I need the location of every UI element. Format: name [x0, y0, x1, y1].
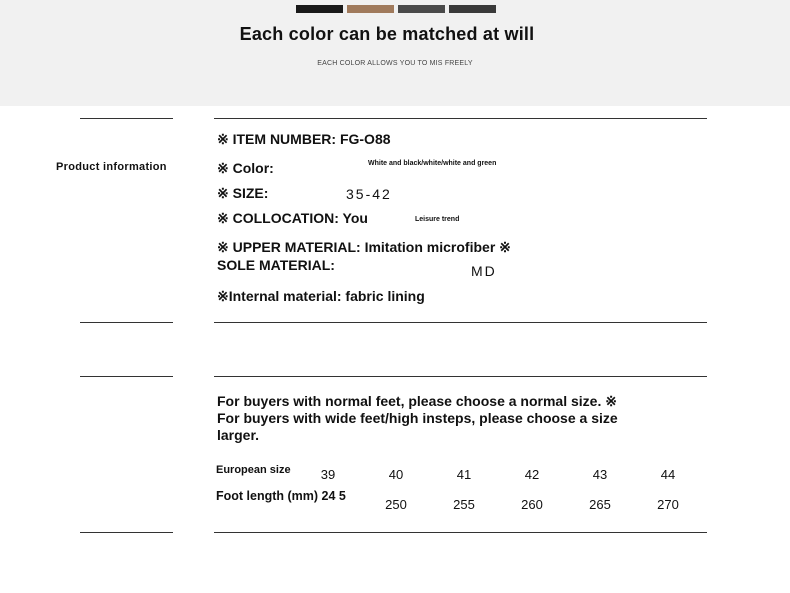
divider [214, 322, 707, 323]
banner [0, 0, 790, 106]
color-label: ※ Color: [217, 160, 274, 176]
banner-subtitle: EACH COLOR ALLOWS YOU TO MIS FREELY [317, 60, 473, 67]
color-value: White and black/white/white and green [368, 160, 497, 167]
foot-length-cell: 255 [453, 497, 475, 512]
divider [80, 376, 173, 377]
divider [80, 532, 173, 533]
upper-material: ※ UPPER MATERIAL: Imitation microfiber ※ [217, 239, 511, 255]
sole-material-value: MD [471, 263, 497, 279]
internal-material: ※Internal material: fabric lining [217, 288, 425, 304]
size-value: 35-42 [346, 186, 392, 202]
collocation-label: ※ COLLOCATION: You [217, 210, 368, 226]
divider [214, 118, 707, 119]
swatch-black [296, 5, 343, 13]
european-size-cell: 40 [388, 467, 404, 482]
item-number: ※ ITEM NUMBER: FG-O88 [217, 131, 391, 147]
divider [214, 532, 707, 533]
divider [80, 118, 173, 119]
european-size-cell: 42 [524, 467, 540, 482]
european-size-cell: 44 [660, 467, 676, 482]
collocation-value: Leisure trend [415, 216, 460, 223]
banner-title: Each color can be matched at will [239, 24, 535, 44]
swatch-dark-gray [398, 5, 445, 13]
color-swatches [296, 5, 496, 13]
divider [80, 322, 173, 323]
sole-material-label: SOLE MATERIAL: [217, 257, 335, 273]
divider [214, 376, 707, 377]
european-size-cell: 39 [320, 467, 336, 482]
european-size-label: European size [216, 464, 291, 476]
size-note: For buyers with normal feet, please choose a normal size. ※ For buyers with wide feet/high insteps, please choose a size larger. [217, 393, 618, 443]
european-size-cell: 43 [592, 467, 608, 482]
swatch-charcoal [449, 5, 496, 13]
foot-length-cell: 270 [657, 497, 679, 512]
swatch-brown [347, 5, 394, 13]
section-label: Product information [56, 161, 167, 173]
european-size-cell: 41 [456, 467, 472, 482]
foot-length-cell: 260 [521, 497, 543, 512]
foot-length-cell: 250 [385, 497, 407, 512]
foot-length-cell: 265 [589, 497, 611, 512]
foot-length-label: Foot length (mm) 24 5 [216, 489, 346, 503]
size-label: ※ SIZE: [217, 185, 269, 201]
